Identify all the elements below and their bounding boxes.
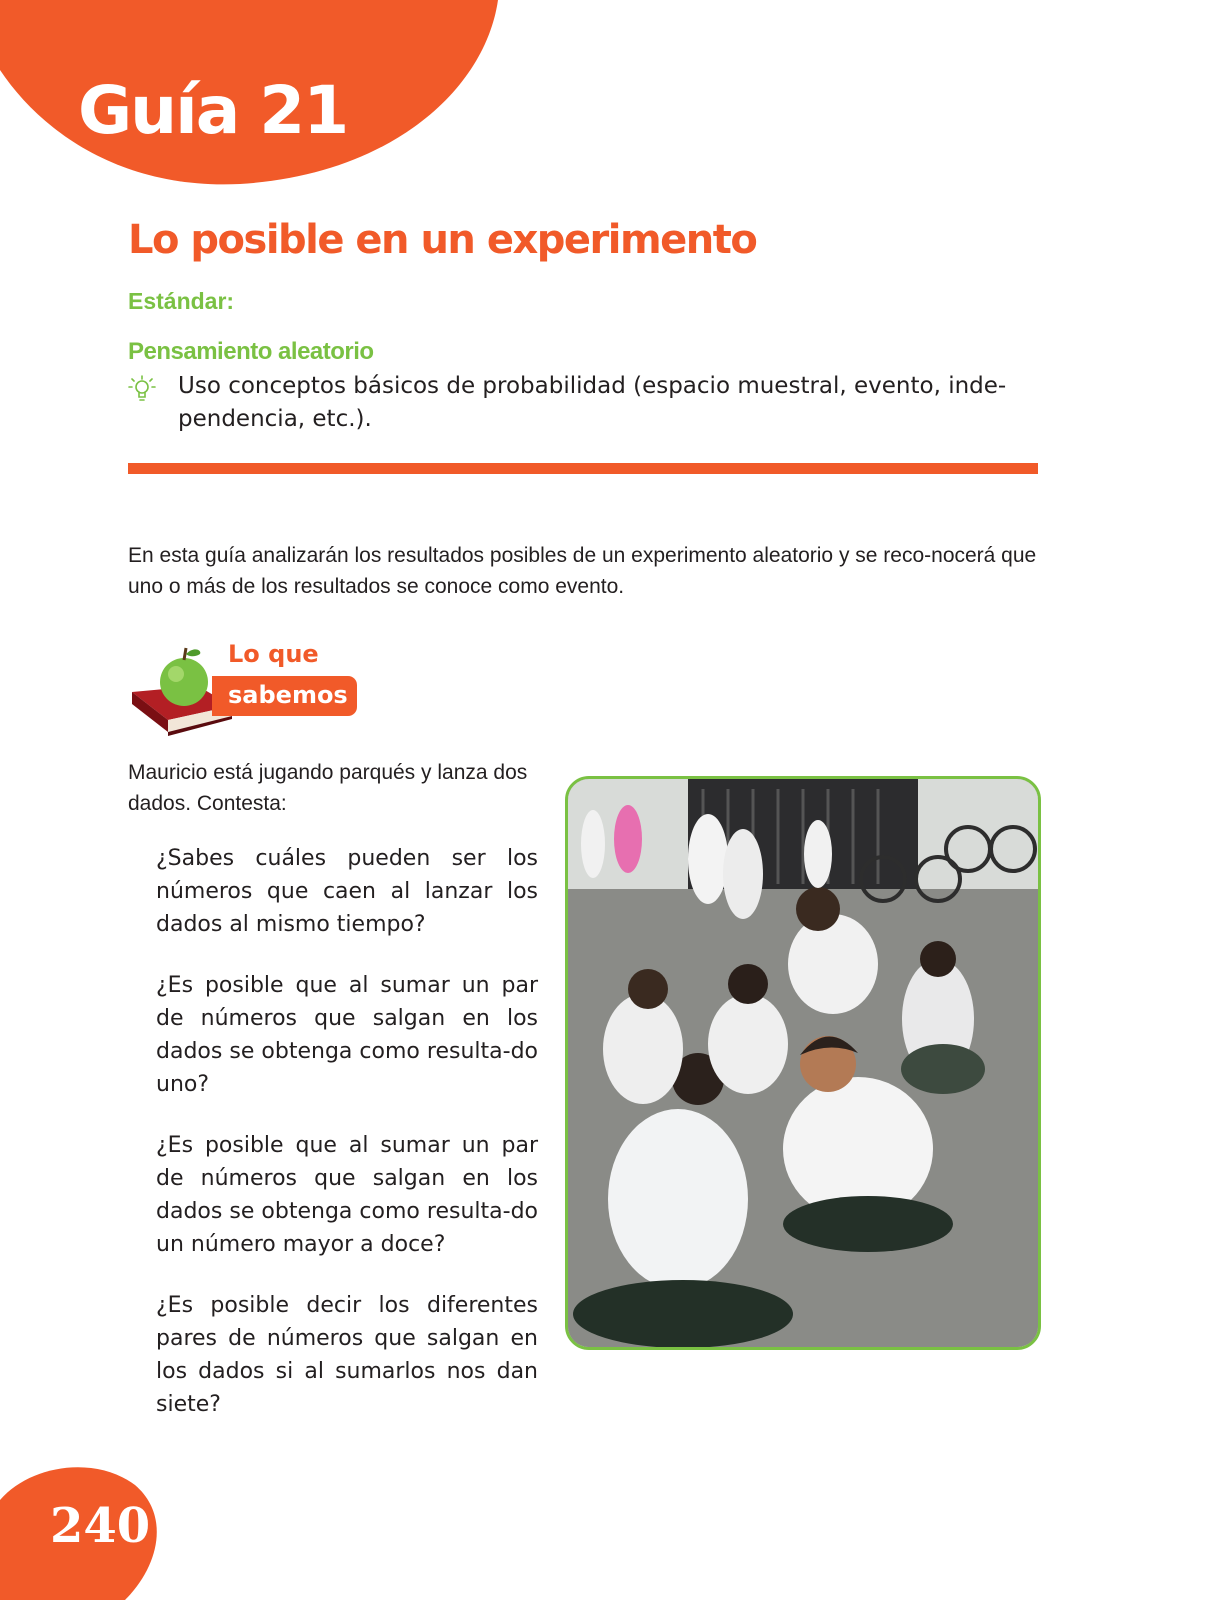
question-item: ¿Es posible decir los diferentes pares de números que salgan en los dados si al sumarlos nos dan siete? (156, 1293, 538, 1417)
lesson-title: Lo posible en un experimento (128, 217, 757, 263)
students-photo (565, 776, 1041, 1350)
page-number: 240 (50, 1498, 151, 1554)
section-title-bottom: sabemos (228, 681, 348, 709)
guide-title: Guía 21 (78, 72, 348, 149)
question-item: ¿Es posible que al sumar un par de números que salgan en los dados se obtenga como resulta-do un número mayor a doce? (156, 1133, 538, 1257)
section-divider (128, 463, 1038, 474)
standard-text: Uso conceptos básicos de probabilidad (espacio muestral, evento, inde-pendencia, etc.). (178, 373, 1007, 432)
intro-paragraph: En esta guía analizarán los resultados posibles de un experimento aleatorio y se reco-nocerá que uno o más de los resultados se conoce como evento. (128, 544, 1037, 598)
question-item: ¿Sabes cuáles pueden ser los números que caen al lanzar los dados al mismo tiempo? (156, 846, 538, 937)
lightbulb-icon (128, 374, 156, 402)
lead-paragraph: Mauricio está jugando parqués y lanza dos dados. Contesta: (128, 761, 528, 815)
standard-label: Estándar: (128, 288, 235, 314)
question-list (156, 842, 538, 1449)
question-item: ¿Es posible que al sumar un par de números que salgan en los dados se obtenga como resulta-do uno? (156, 973, 538, 1097)
section-title-top: Lo que (228, 640, 319, 668)
thinking-type-label: Pensamiento aleatorio (128, 338, 374, 365)
